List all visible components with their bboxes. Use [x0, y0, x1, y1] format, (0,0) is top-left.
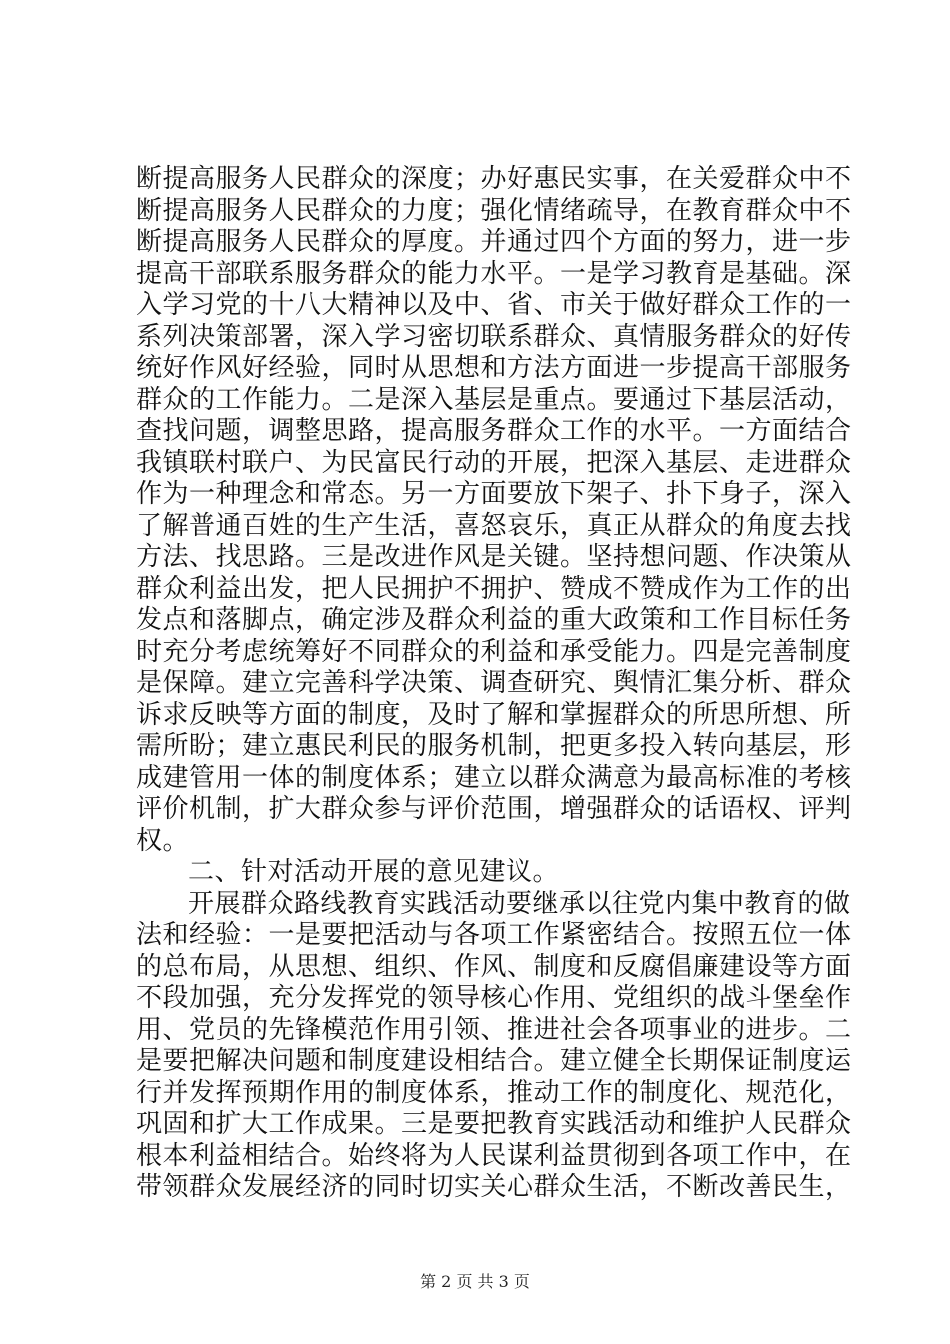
text-line: 我镇联村联户、为民富民行动的开展，把深入基层、走进群众 — [136, 447, 852, 478]
text-line: 需所盼；建立惠民利民的服务机制，把更多投入转向基层，形 — [136, 731, 852, 761]
text-line: 是保障。建立完善科学决策、调查研究、舆情汇集分析、群众 — [136, 668, 852, 698]
text-line: 发点和落脚点，确定涉及群众利益的重大政策和工作目标任务 — [136, 605, 852, 635]
text-line: 作为一种理念和常态。另一方面要放下架子、扑下身子，深入 — [136, 479, 852, 509]
text-line: 评价机制，扩大群众参与评价范围，增强群众的话语权、评判 — [136, 794, 852, 824]
text-line: 开展群众路线教育实践活动要继承以往党内集中教育的做 — [188, 888, 851, 919]
text-line: 不段加强，充分发挥党的领导核心作用、党组织的战斗堡垒作 — [136, 983, 852, 1013]
text-line: 系列决策部署，深入学习密切联系群众、真情服务群众的好传 — [136, 321, 852, 352]
text-line: 方法、找思路。三是改进作风是关键。坚持想问题、作决策从 — [136, 542, 852, 572]
text-line: 行并发挥预期作用的制度体系，推动工作的制度化、规范化， — [136, 1077, 852, 1108]
text-line: 群众利益出发，把人民拥护不拥护、赞成不赞成作为工作的出 — [136, 573, 852, 604]
text-line: 查找问题，调整思路，提高服务群众工作的水平。一方面结合 — [136, 416, 852, 446]
page-footer: 第 2 页 共 3 页 — [420, 1272, 530, 1291]
body-text — [136, 164, 852, 1204]
text-line: 断提高服务人民群众的厚度。并通过四个方面的努力，进一步 — [136, 227, 852, 257]
text-line: 入学习党的十八大精神以及中、省、市关于做好群众工作的一 — [136, 290, 852, 320]
text-line: 断提高服务人民群众的深度；办好惠民实事，在关爱群众中不 — [136, 164, 852, 194]
text-line: 巩固和扩大工作成果。三是要把教育实践活动和维护人民群众 — [136, 1109, 852, 1139]
text-line: 法和经验：一是要把活动与各项工作紧密结合。按照五位一体 — [136, 920, 852, 950]
text-line: 断提高服务人民群众的力度；强化情绪疏导，在教育群众中不 — [136, 195, 852, 226]
text-line: 用、党员的先锋模范作用引领、推进社会各项事业的进步。二 — [136, 1014, 852, 1045]
text-line: 权。 — [136, 825, 190, 856]
text-line: 了解普通百姓的生产生活，喜怒哀乐，真正从群众的角度去找 — [136, 510, 852, 541]
text-line: 统好作风好经验，同时从思想和方法方面进一步提高干部服务 — [136, 353, 852, 383]
text-line: 是要把解决问题和制度建设相结合。建立健全长期保证制度运 — [136, 1046, 852, 1076]
text-line: 提高干部联系服务群众的能力水平。一是学习教育是基础。深 — [136, 258, 852, 289]
text-line: 的总布局，从思想、组织、作风、制度和反腐倡廉建设等方面 — [136, 951, 852, 982]
text-line: 带领群众发展经济的同时切实关心群众生活，不断改善民生， — [136, 1172, 852, 1202]
text-line: 群众的工作能力。二是深入基层是重点。要通过下基层活动， — [136, 384, 852, 415]
section-heading: 二、针对活动开展的意见建议。 — [188, 857, 560, 887]
text-line: 诉求反映等方面的制度，及时了解和掌握群众的所思所想、所 — [136, 699, 852, 730]
text-line: 根本利益相结合。始终将为人民谋利益贯彻到各项工作中，在 — [136, 1140, 852, 1171]
text-line: 成建管用一体的制度体系；建立以群众满意为最高标准的考核 — [136, 762, 852, 793]
text-line: 时充分考虑统筹好不同群众的利益和承受能力。四是完善制度 — [136, 636, 852, 667]
